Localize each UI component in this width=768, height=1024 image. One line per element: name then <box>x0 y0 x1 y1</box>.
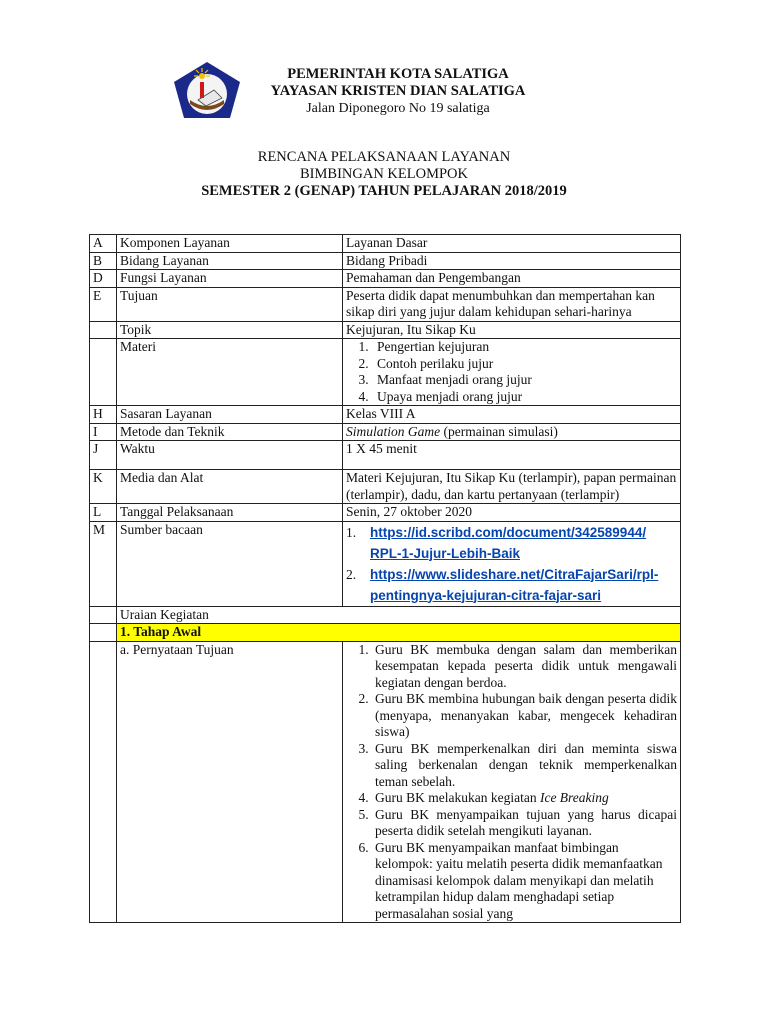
list-item: 1. Pengertian kejujuran <box>372 339 677 356</box>
table-row <box>90 339 681 406</box>
table-row <box>90 321 681 339</box>
row-label: Media dan Alat <box>117 470 343 504</box>
list-item: 1. Guru BK membuka dengan salam dan memberikan kesempatan kepada peserta didik untuk mengawali kegiatan dengan berdoa. <box>372 642 677 692</box>
list-item: 3. Guru BK memperkenalkan diri dan meminta siswa saling berkenalan dengan teknik memperkenalkan teman sebelah. <box>372 741 677 791</box>
table-row <box>90 606 681 624</box>
row-code: I <box>90 423 117 441</box>
letterhead-address: Jalan Diponegoro No 19 salatiga <box>306 101 490 116</box>
row-value: Materi Kejujuran, Itu Sikap Ku (terlampir), papan permainan (terlampir), dadu, dan kartu pertanyaan (terlampir) <box>343 470 681 504</box>
title-line-2: BIMBINGAN KELOMPOK <box>300 166 468 182</box>
row-code <box>90 606 117 624</box>
step-text: Guru BK melakukan kegiatan <box>375 790 540 805</box>
letterhead <box>0 66 768 117</box>
row-label: Metode dan Teknik <box>117 423 343 441</box>
row-value <box>343 521 681 606</box>
scribd-link[interactable]: https://id.scribd.com/document/342589944/ <box>370 524 647 540</box>
row-label: Tujuan <box>117 287 343 321</box>
steps-list <box>346 642 677 923</box>
row-code <box>90 321 117 339</box>
activity-steps <box>343 641 681 923</box>
materi-list <box>346 339 677 405</box>
slideshare-link-continued[interactable]: pentingnya-kejujuran-citra-fajar-sari <box>370 587 602 603</box>
method-rest: (permainan simulasi) <box>440 423 558 439</box>
row-code: K <box>90 470 117 504</box>
letterhead-foundation: YAYASAN KRISTEN DIAN SALATIGA <box>270 83 526 99</box>
source-link-item <box>346 564 677 606</box>
table-row <box>90 470 681 504</box>
table-row <box>90 252 681 270</box>
row-code: E <box>90 287 117 321</box>
table-row <box>90 270 681 288</box>
row-value: 1 X 45 menit <box>343 441 681 470</box>
step-italic: Ice Breaking <box>539 790 609 805</box>
row-value: Kelas VIII A <box>343 406 681 424</box>
plan-table <box>89 234 681 923</box>
table-row <box>90 504 681 522</box>
slideshare-link[interactable]: https://www.slideshare.net/CitraFajarSari/rpl- <box>370 566 659 582</box>
uraian-label: Uraian Kegiatan <box>117 606 681 624</box>
row-value: Kejujuran, Itu Sikap Ku <box>343 321 681 339</box>
row-label: Materi <box>117 339 343 406</box>
table-row <box>90 624 681 642</box>
row-code <box>90 339 117 406</box>
list-item: 6. Guru BK menyampaikan manfaat bimbingan kelompok: yaitu melatih peserta didik memanfaatkan dinamisasi kelompok dalam menyikapi dan melatih ketrampilan hidup dalam menghadapi setiap permasalahan sosial yang <box>372 840 677 923</box>
row-label: Fungsi Layanan <box>117 270 343 288</box>
list-item: 5. Guru BK menyampaikan tujuan yang harus dicapai peserta didik setelah mengikuti layanan. <box>372 807 677 840</box>
row-label: Waktu <box>117 441 343 470</box>
list-item <box>372 790 677 807</box>
row-code: L <box>90 504 117 522</box>
table-row <box>90 423 681 441</box>
row-label: Topik <box>117 321 343 339</box>
row-code: B <box>90 252 117 270</box>
method-italic: Simulation Game <box>346 423 441 439</box>
row-code: H <box>90 406 117 424</box>
table-row <box>90 441 681 470</box>
list-item: 2. Guru BK membina hubungan baik dengan peserta didik (menyapa, menanyakan kabar, mengecek kehadiran siswa) <box>372 691 677 741</box>
document-title <box>0 149 768 200</box>
row-code: D <box>90 270 117 288</box>
row-value: Pemahaman dan Pengembangan <box>343 270 681 288</box>
title-line-3: SEMESTER 2 (GENAP) TAHUN PELAJARAN 2018/2019 <box>201 183 567 199</box>
row-code: M <box>90 521 117 606</box>
row-label: Sumber bacaan <box>117 521 343 606</box>
list-item: 3. Manfaat menjadi orang jujur <box>372 372 677 389</box>
table-row <box>90 641 681 923</box>
link-number: 1. <box>346 524 357 540</box>
title-line-1: RENCANA PELAKSANAAN LAYANAN <box>257 149 511 165</box>
link-number: 2. <box>346 566 357 582</box>
row-value: Peserta didik dapat menumbuhkan dan mempertahan kan sikap diri yang jujur dalam kehidupan sehari-harinya <box>343 287 681 321</box>
row-label: Komponen Layanan <box>117 235 343 253</box>
row-code <box>90 641 117 923</box>
row-value <box>343 339 681 406</box>
table-row <box>90 521 681 606</box>
tahap-awal-heading: 1. Tahap Awal <box>117 624 681 642</box>
letterhead-government: PEMERINTAH KOTA SALATIGA <box>287 66 509 82</box>
row-code: A <box>90 235 117 253</box>
row-label: Tanggal Pelaksanaan <box>117 504 343 522</box>
row-code: J <box>90 441 117 470</box>
row-value: Senin, 27 oktober 2020 <box>343 504 681 522</box>
row-code <box>90 624 117 642</box>
scribd-link-continued[interactable]: RPL-1-Jujur-Lebih-Baik <box>370 545 521 561</box>
row-value <box>343 423 681 441</box>
row-label: Bidang Layanan <box>117 252 343 270</box>
pernyataan-tujuan-label: a. Pernyataan Tujuan <box>117 641 343 923</box>
source-link-item <box>346 522 677 564</box>
table-row <box>90 235 681 253</box>
row-label: Sasaran Layanan <box>117 406 343 424</box>
table-row <box>90 406 681 424</box>
list-item: 4. Upaya menjadi orang jujur <box>372 389 677 406</box>
list-item: 2. Contoh perilaku jujur <box>372 356 677 373</box>
table-row <box>90 287 681 321</box>
row-value: Bidang Pribadi <box>343 252 681 270</box>
row-value: Layanan Dasar <box>343 235 681 253</box>
